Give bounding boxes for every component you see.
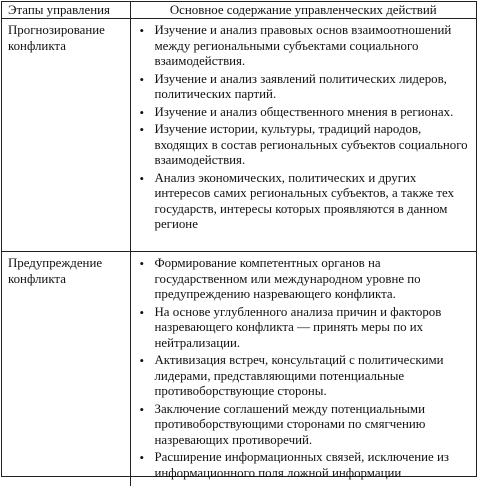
bullet-icon: •: [140, 105, 145, 121]
bullet-icon: •: [140, 122, 145, 138]
action-text: Расширение информационных связей, исключение из информационного поля ложной информации: [155, 450, 449, 480]
bullet-icon: •: [140, 450, 145, 466]
bullet-icon: •: [140, 402, 145, 418]
bullet-icon: •: [140, 171, 145, 187]
document-table-frame: [1, 1, 477, 477]
list-item: [139, 171, 471, 233]
action-text: Изучение истории, культуры, традиций народов, входящих в состав региональных субъектов социального взаимодействия.: [155, 122, 468, 167]
header-content: Основное содержание управленческих действий: [130, 2, 476, 19]
list-item: [139, 305, 471, 352]
stage-cell: Прогнозирование конфликта: [2, 19, 130, 252]
list-item: [139, 105, 471, 121]
bullet-icon: •: [140, 353, 145, 369]
header-stage: Этапы управления: [2, 2, 130, 19]
bullet-icon: •: [140, 305, 145, 321]
action-text: Заключение соглашений между потенциальными противоборствующими сторонами по смягчению назревающих противоречий.: [155, 402, 426, 447]
bullet-icon: •: [140, 72, 145, 88]
table-row: [2, 252, 476, 486]
list-item: [139, 402, 471, 449]
list-item: [139, 72, 471, 103]
list-item: [139, 353, 471, 400]
actions-list: [139, 23, 471, 233]
list-item: [139, 450, 471, 481]
action-text: На основе углубленного анализа причин и факторов назревающего конфликта — принять меры по их нейтрализации.: [155, 305, 442, 350]
list-item: [139, 256, 471, 303]
action-text: Формирование компетентных органов на государственном или международном уровне по предупреждению назревающего конфликта.: [155, 256, 421, 301]
action-text: Анализ экономических, политических и других интересов самих региональных субъектов, а также тех государств, интересы которых проявляются в данном регионе: [155, 171, 455, 232]
actions-cell: [130, 252, 476, 486]
action-text: Изучение и анализ правовых основ взаимоотношений между региональными субъектами социального взаимодействия.: [155, 23, 452, 68]
actions-list: [139, 256, 471, 481]
list-item: [139, 122, 471, 169]
table-header-row: [2, 2, 476, 19]
stage-cell: Предупреждение конфликта: [2, 252, 130, 486]
action-text: Изучение и анализ общественного мнения в регионах.: [155, 105, 454, 119]
conflict-management-table: [2, 2, 476, 486]
list-item: [139, 23, 471, 70]
bullet-icon: •: [140, 256, 145, 272]
bullet-icon: •: [140, 23, 145, 39]
table-row: [2, 19, 476, 252]
actions-cell: [130, 19, 476, 252]
action-text: Активизация встреч, консультаций с политическими лидерами, представляющими потенциальные противоборствующие стороны.: [155, 353, 444, 398]
action-text: Изучение и анализ заявлений политических лидеров, политических партий.: [155, 72, 447, 102]
